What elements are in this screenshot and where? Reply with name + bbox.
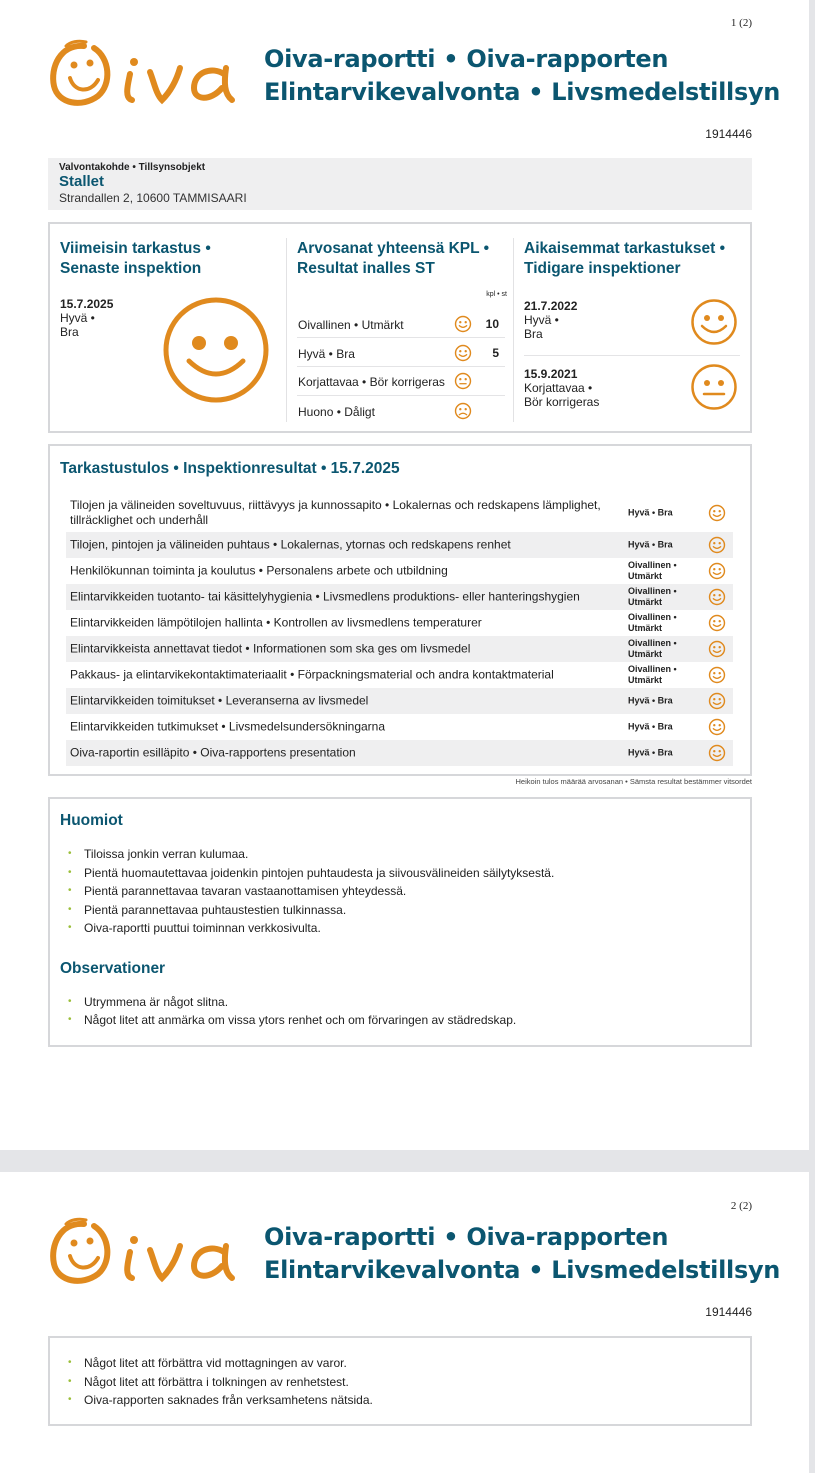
- result-grade: [628, 508, 688, 519]
- totals-list: [297, 309, 505, 425]
- latest-date: 15.7.2025: [60, 297, 114, 311]
- notes-box: [48, 797, 752, 1047]
- result-category: Elintarvikkeista annettavat tiedot • Informationen som ska ges om livsmedel: [70, 641, 471, 656]
- table-row: [66, 636, 733, 662]
- table-row: [66, 662, 733, 688]
- grade-line-2: Utmärkt: [628, 649, 663, 659]
- target-address: Strandallen 2, 10600 TAMMISAARI: [59, 191, 247, 205]
- page-number: 2 (2): [730, 1200, 752, 1212]
- result-category: Elintarvikkeiden lämpötilojen hallinta • Kontrollen av livsmedlens temperaturer: [70, 615, 482, 630]
- grade-line-2: Utmärkt: [628, 675, 663, 685]
- page-number: 1 (2): [730, 17, 752, 29]
- document-id: 1914446: [705, 1305, 752, 1319]
- table-row: [66, 688, 733, 714]
- result-grade: [628, 664, 688, 686]
- sad-smiley-icon: [454, 402, 472, 420]
- happy-smiley-icon: [454, 315, 472, 333]
- report-title: [264, 43, 780, 109]
- totals-row: Hyvä • Bra 5: [297, 338, 505, 367]
- list-item: • Utrymmena är något slitna.: [68, 993, 740, 1012]
- grade-line-2: Utmärkt: [628, 597, 663, 607]
- result-grade: [628, 748, 688, 759]
- latest-title-1: Viimeisin tarkastus •: [60, 240, 211, 257]
- list-item: • Pientä huomautettavaa joidenkin pintojen puhtaudesta ja siivousvälineiden säilytyksestä.: [68, 864, 740, 883]
- notes-list-continued: [68, 1354, 732, 1410]
- latest-grade-2: Bra: [60, 325, 79, 339]
- happy-smiley-icon: [708, 562, 726, 580]
- result-grade: [628, 696, 688, 707]
- result-grade: [628, 638, 688, 660]
- happy-smiley-icon: [708, 744, 726, 762]
- list-item: • Pientä parannettavaa tavaran vastaanottamisen yhteydessä.: [68, 882, 740, 901]
- oiva-logo: [46, 1216, 242, 1288]
- document-id: 1914446: [705, 127, 752, 141]
- grade-line-1: Oivallinen •: [628, 560, 677, 570]
- grade-line-1: Oivallinen •: [628, 664, 677, 674]
- results-title: Tarkastustulos • Inspektionresultat • 15.7.2025: [60, 460, 400, 477]
- happy-smiley-icon: [454, 344, 472, 362]
- list-item: • Något litet att anmärka om vissa ytors renhet och om förvaringen av städredskap.: [68, 1011, 740, 1030]
- latest-title-2: Senaste inspektion: [60, 260, 202, 277]
- list-item: • Tiloissa jonkin verran kulumaa.: [68, 845, 740, 864]
- happy-smiley-icon: [690, 298, 738, 346]
- happy-smiley-icon: [708, 614, 726, 632]
- grade-line-1: Oivallinen •: [628, 586, 677, 596]
- result-category: Elintarvikkeiden toimitukset • Leveranserna av livsmedel: [70, 693, 369, 708]
- totals-row: Korjattavaa • Bör korrigeras: [297, 367, 505, 396]
- totals-row: Huono • Dåligt: [297, 396, 505, 425]
- grade-line-1: Hyvä • Bra: [628, 747, 673, 758]
- result-category: Henkilökunnan toiminta ja koulutus • Personalens arbete och utbildning: [70, 563, 448, 578]
- report-title: [264, 1221, 780, 1287]
- title-line-2: Elintarvikevalvonta • Livsmedelstillsyn: [264, 78, 781, 106]
- results-footnote: Heikoin tulos määrää arvosanan • Sämsta resultat bestämmer vitsordet: [515, 777, 752, 786]
- result-category: Elintarvikkeiden tutkimukset • Livsmedelsundersökningarna: [70, 719, 386, 734]
- happy-smiley-icon: [708, 504, 726, 522]
- table-row: [66, 558, 733, 584]
- grade-line-1: Hyvä • Bra: [628, 539, 673, 550]
- totals-title-1: Arvosanat yhteensä KPL •: [297, 240, 490, 257]
- result-category: Tilojen, pintojen ja välineiden puhtaus • Lokalernas, ytornas och redskapens renhet: [70, 537, 511, 552]
- totals-title-2: Resultat inalles ST: [297, 260, 435, 277]
- notes-list-sv: [68, 993, 740, 1030]
- grade-line-1: Hyvä • Bra: [628, 507, 673, 518]
- notes-list-fi: [68, 845, 740, 938]
- happy-smiley-icon: [708, 666, 726, 684]
- result-category: Elintarvikkeiden tuotanto- tai käsittelyhygienia • Livsmedlens produktions- eller hanteringshygien: [70, 589, 580, 604]
- happy-smiley-icon: [708, 536, 726, 554]
- list-item: • Oiva-rapporten saknades från verksamhetens nätsida.: [68, 1391, 732, 1410]
- table-row: [66, 610, 733, 636]
- target-name: Stallet: [59, 173, 105, 190]
- happy-smiley-icon: [708, 692, 726, 710]
- target-label: Valvontakohde • Tillsynsobjekt: [59, 162, 206, 173]
- notes-continued-box: [48, 1336, 752, 1426]
- neutral-smiley-icon: [690, 363, 738, 411]
- list-item: • Något litet att förbättra vid mottagningen av varor.: [68, 1354, 732, 1373]
- table-row: [66, 740, 733, 766]
- grade-totals: [297, 239, 509, 298]
- grade-line-1: Hyvä • Bra: [628, 721, 673, 732]
- table-row: [66, 714, 733, 740]
- totals-row: Oivallinen • Utmärkt 10: [297, 309, 505, 338]
- result-grade: [628, 612, 688, 634]
- result-grade: [628, 560, 688, 582]
- result-category: Tilojen ja välineiden soveltuvuus, riittävyys ja kunnossapito • Lokalernas och redskapens lämplighet, tillräcklighet och underhåll: [70, 498, 601, 527]
- notes-title-fi: Huomiot: [60, 812, 123, 829]
- happy-smiley-icon: [161, 295, 271, 405]
- grade-line-1: Oivallinen •: [628, 638, 677, 648]
- latest-grade-1: Hyvä •: [60, 311, 95, 325]
- happy-smiley-icon: [708, 588, 726, 606]
- table-row: [66, 532, 733, 558]
- title-line-2: Elintarvikevalvonta • Livsmedelstillsyn: [264, 1256, 781, 1284]
- result-grade: [628, 586, 688, 608]
- oiva-logo: [46, 38, 242, 110]
- result-grade: [628, 540, 688, 551]
- totals-unit: kpl • st: [486, 291, 507, 298]
- list-item: • Pientä parannettavaa puhtaustestien tulkinnassa.: [68, 901, 740, 920]
- previous-title-1: Aikaisemmat tarkastukset •: [524, 240, 726, 257]
- previous-item: 21.7.2022 Hyvä • Bra: [524, 294, 740, 356]
- summary-box: [48, 222, 752, 433]
- result-category: Pakkaus- ja elintarvikekontaktimateriaalit • Förpackningsmaterial och andra kontaktmaterial: [70, 667, 554, 682]
- previous-item: 15.9.2021 Korjattavaa • Bör korrigeras: [524, 357, 740, 419]
- previous-title-2: Tidigare inspektioner: [524, 260, 681, 277]
- inspection-target: [48, 158, 752, 210]
- neutral-smiley-icon: [454, 372, 472, 390]
- table-row: [66, 494, 733, 532]
- list-item: • Något litet att förbättra i tolkningen av renhetstest.: [68, 1373, 732, 1392]
- result-grade: [628, 722, 688, 733]
- grade-line-1: Hyvä • Bra: [628, 695, 673, 706]
- list-item: • Oiva-raportti puuttui toiminnan verkkosivulta.: [68, 919, 740, 938]
- table-row: [66, 584, 733, 610]
- grade-line-2: Utmärkt: [628, 571, 663, 581]
- report-page-2: [0, 1172, 809, 1473]
- title-line-1: Oiva-raportti • Oiva-rapporten: [264, 1223, 669, 1251]
- happy-smiley-icon: [708, 640, 726, 658]
- result-category: Oiva-raportin esilläpito • Oiva-rapportens presentation: [70, 745, 356, 760]
- grade-line-2: Utmärkt: [628, 623, 663, 633]
- title-line-1: Oiva-raportti • Oiva-rapporten: [264, 45, 669, 73]
- notes-title-sv: Observationer: [60, 959, 166, 977]
- previous-inspections: [524, 239, 750, 279]
- happy-smiley-icon: [708, 718, 726, 736]
- grade-line-1: Oivallinen •: [628, 612, 677, 622]
